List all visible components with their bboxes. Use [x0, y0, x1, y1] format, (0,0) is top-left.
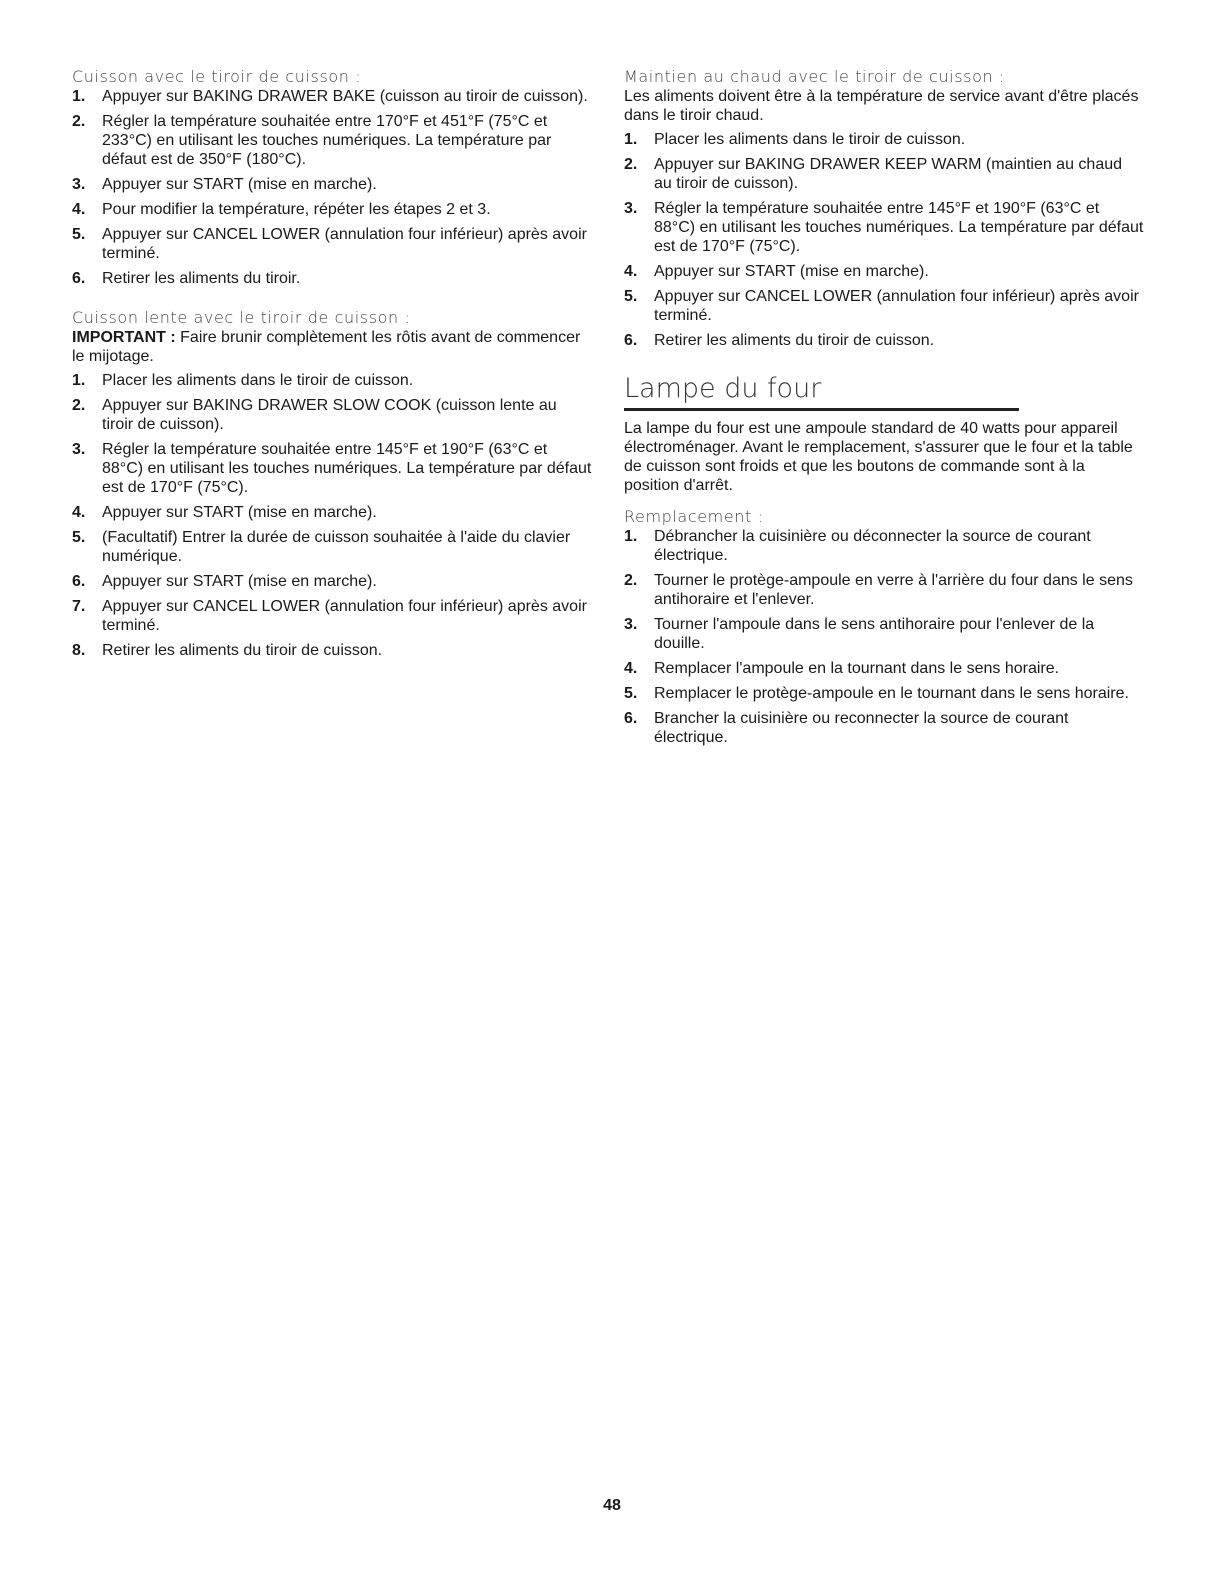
step-number: 1. [72, 372, 86, 389]
oven-lamp-body: La lampe du four est une ampoule standard de 40 watts pour appareil électroménager. Avant le remplacement, s'assurer que le four et la table de cuisson sont froids et que les boutons de commande sont à la position d'arrêt. [624, 420, 1133, 494]
step-number: 4. [72, 504, 86, 521]
keep-warm-intro: Les aliments doivent être à la température de service avant d'être placés dans le tiroir chaud. [624, 88, 1139, 124]
step-number: 4. [624, 263, 638, 280]
step-item [624, 155, 1144, 193]
steps-list [72, 87, 592, 288]
step-text: Pour modifier la température, répéter les étapes 2 et 3. [102, 201, 491, 218]
section-title-oven-lamp: Lampe du four [624, 372, 1019, 411]
step-text: Brancher la cuisinière ou reconnecter la source de courant électrique. [654, 710, 1069, 746]
step-text: Retirer les aliments du tiroir de cuisson. [654, 332, 935, 349]
step-number: 4. [72, 201, 86, 218]
steps-list [624, 527, 1144, 747]
step-item [72, 572, 592, 591]
step-item [624, 709, 1144, 747]
step-text: Appuyer sur BAKING DRAWER SLOW COOK (cuisson lente au tiroir de cuisson). [102, 397, 557, 433]
subheading-bake: Cuisson avec le tiroir de cuisson : [72, 67, 362, 86]
step-text: Retirer les aliments du tiroir de cuisson. [102, 642, 383, 659]
step-item [72, 371, 592, 390]
step-text: Appuyer sur START (mise en marche). [102, 504, 377, 521]
step-number: 3. [624, 200, 638, 217]
step-item [72, 269, 592, 288]
step-item [624, 615, 1144, 653]
step-item [624, 527, 1144, 565]
right-column [624, 67, 1144, 753]
step-number: 6. [72, 573, 86, 590]
step-number: 6. [624, 710, 638, 727]
step-text: Appuyer sur START (mise en marche). [102, 176, 377, 193]
important-note [72, 328, 592, 366]
step-number: 1. [624, 131, 638, 148]
step-number: 3. [72, 441, 86, 458]
step-number: 2. [72, 113, 86, 130]
step-item [624, 262, 1144, 281]
subheading-slow-cook: Cuisson lente avec le tiroir de cuisson : [72, 308, 411, 327]
step-text: Appuyer sur BAKING DRAWER BAKE (cuisson au tiroir de cuisson). [102, 88, 588, 105]
step-number: 5. [72, 529, 86, 546]
subheading-replacement: Remplacement : [624, 507, 764, 526]
step-text: Appuyer sur CANCEL LOWER (annulation four inférieur) après avoir terminé. [102, 598, 587, 634]
step-item [72, 641, 592, 660]
step-text: Régler la température souhaitée entre 145°F et 190°F (63°C et 88°C) en utilisant les touches numériques. La température par défaut est de 170°F (75°C). [654, 200, 1144, 255]
step-text: Régler la température souhaitée entre 145°F et 190°F (63°C et 88°C) en utilisant les touches numériques. La température par défaut est de 170°F (75°C). [102, 441, 592, 496]
step-text: Appuyer sur CANCEL LOWER (annulation four inférieur) après avoir terminé. [102, 226, 587, 262]
step-text: Remplacer le protège-ampoule en le tournant dans le sens horaire. [654, 685, 1129, 702]
step-text: Tourner le protège-ampoule en verre à l'arrière du four dans le sens antihoraire et l'enlever. [654, 572, 1133, 608]
step-text: Débrancher la cuisinière ou déconnecter la source de courant électrique. [654, 528, 1091, 564]
step-item [624, 684, 1144, 703]
steps-list [624, 130, 1144, 350]
step-number: 3. [624, 616, 638, 633]
important-label: IMPORTANT : [72, 329, 176, 346]
step-item [624, 659, 1144, 678]
step-text: Placer les aliments dans le tiroir de cuisson. [102, 372, 414, 389]
step-item [72, 440, 592, 497]
step-number: 8. [72, 642, 86, 659]
step-number: 6. [624, 332, 638, 349]
step-text: Appuyer sur START (mise en marche). [102, 573, 377, 590]
step-number: 1. [624, 528, 638, 545]
step-text: Placer les aliments dans le tiroir de cuisson. [654, 131, 966, 148]
step-item [72, 225, 592, 263]
step-item [72, 597, 592, 635]
step-item [624, 571, 1144, 609]
step-number: 5. [624, 685, 638, 702]
step-item [72, 175, 592, 194]
step-item [624, 130, 1144, 149]
step-number: 3. [72, 176, 86, 193]
step-number: 2. [624, 572, 638, 589]
step-item [72, 396, 592, 434]
step-text: Appuyer sur START (mise en marche). [654, 263, 929, 280]
steps-list [72, 371, 592, 660]
step-item [72, 112, 592, 169]
step-number: 6. [72, 270, 86, 287]
important-text: Faire brunir complètement les rôtis avant de commencer le mijotage. [72, 329, 581, 365]
step-item [72, 200, 592, 219]
step-text: Appuyer sur CANCEL LOWER (annulation four inférieur) après avoir terminé. [654, 288, 1139, 324]
step-number: 5. [624, 288, 638, 305]
step-text: Tourner l'ampoule dans le sens antihoraire pour l'enlever de la douille. [654, 616, 1095, 652]
subheading-keep-warm: Maintien au chaud avec le tiroir de cuisson : [624, 67, 1005, 86]
step-number: 2. [72, 397, 86, 414]
page-number: 48 [603, 1497, 621, 1514]
step-number: 1. [72, 88, 86, 105]
step-number: 7. [72, 598, 86, 615]
step-item [624, 331, 1144, 350]
step-text: Remplacer l'ampoule en la tournant dans le sens horaire. [654, 660, 1060, 677]
step-number: 5. [72, 226, 86, 243]
step-number: 4. [624, 660, 638, 677]
step-text: Régler la température souhaitée entre 170°F et 451°F (75°C et 233°C) en utilisant les touches numériques. La température par défaut est de 350°F (180°C). [102, 113, 552, 168]
step-text: Appuyer sur BAKING DRAWER KEEP WARM (maintien au chaud au tiroir de cuisson). [654, 156, 1123, 192]
step-number: 2. [624, 156, 638, 173]
left-column [72, 67, 592, 666]
step-item [72, 528, 592, 566]
step-item [624, 287, 1144, 325]
step-item [72, 503, 592, 522]
step-text: (Facultatif) Entrer la durée de cuisson souhaitée à l'aide du clavier numérique. [102, 529, 571, 565]
step-item [72, 87, 592, 106]
step-item [624, 199, 1144, 256]
step-text: Retirer les aliments du tiroir. [102, 270, 301, 287]
